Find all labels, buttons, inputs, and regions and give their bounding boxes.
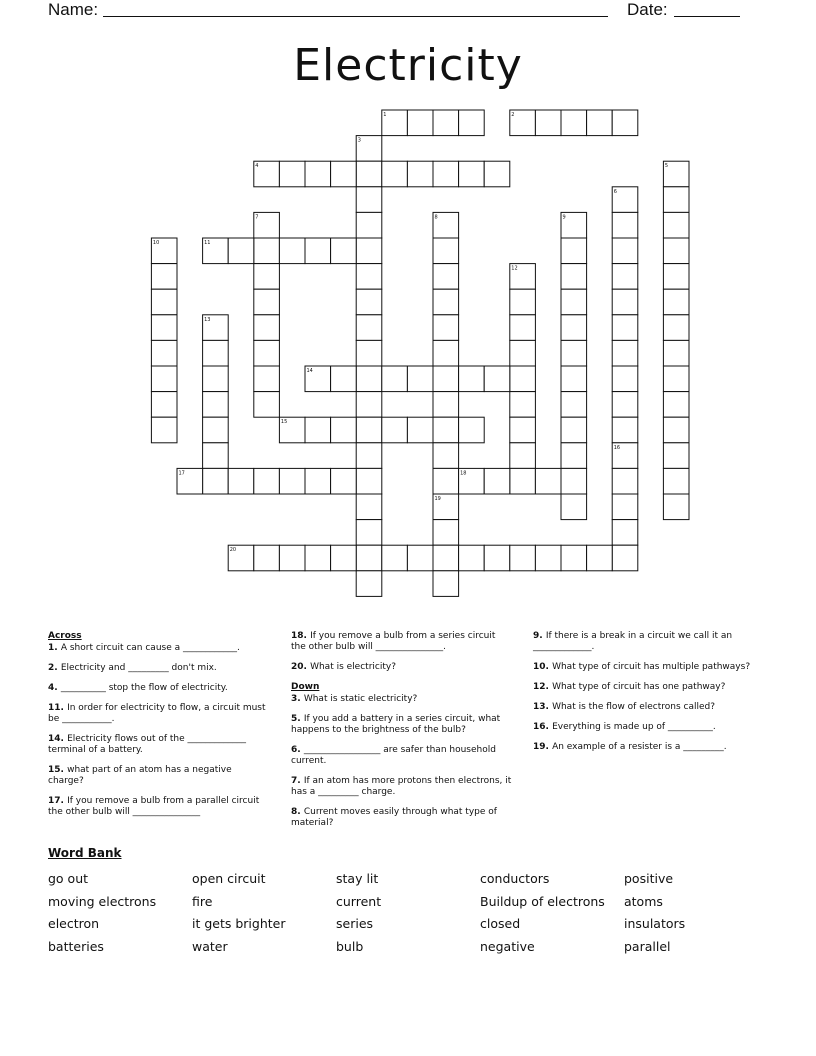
- grid-cell[interactable]: [587, 110, 613, 136]
- down-heading: Down: [291, 682, 320, 692]
- grid-cell[interactable]: [151, 315, 177, 341]
- grid-cell[interactable]: [331, 468, 357, 494]
- grid-cell[interactable]: [356, 366, 382, 392]
- clue-number: 5.: [291, 714, 304, 724]
- grid-cell[interactable]: [433, 161, 459, 187]
- grid-cell[interactable]: [305, 238, 331, 264]
- clue-text: What is electricity?: [310, 662, 396, 672]
- grid-cell[interactable]: [663, 494, 689, 520]
- word-bank-word: fire: [192, 893, 213, 909]
- grid-cell[interactable]: [561, 289, 587, 315]
- grid-cell[interactable]: [254, 289, 280, 315]
- grid-cell[interactable]: [433, 315, 459, 341]
- grid-cell[interactable]: [151, 417, 177, 443]
- grid-cell[interactable]: [203, 443, 229, 469]
- grid-cell[interactable]: [356, 571, 382, 597]
- clues-col2: [291, 631, 513, 838]
- clue-text: what part of an atom has a negative charge?: [48, 765, 232, 786]
- clue-text: What is the flow of electrons called?: [552, 702, 716, 712]
- grid-cell[interactable]: [331, 161, 357, 187]
- clue-number: 14.: [48, 734, 68, 744]
- down-clue: [533, 682, 763, 693]
- across-clue: [48, 796, 270, 818]
- grid-cell[interactable]: [254, 340, 280, 366]
- grid-cell[interactable]: [433, 468, 459, 494]
- grid-cell[interactable]: [279, 468, 305, 494]
- clue-text: Current moves easily through what type of material?: [291, 807, 497, 828]
- word-bank-word: open circuit: [192, 871, 266, 886]
- grid-cell[interactable]: [561, 264, 587, 290]
- grid-cell[interactable]: [407, 545, 433, 571]
- clue-number: 1.: [48, 643, 61, 653]
- grid-cell[interactable]: [228, 238, 254, 264]
- grid-cell[interactable]: [203, 468, 229, 494]
- grid-cell[interactable]: [356, 238, 382, 264]
- grid-clue-number: 2: [511, 112, 515, 118]
- clue-number: 18.: [291, 631, 311, 641]
- clue-number: 12.: [533, 682, 553, 692]
- grid-cell[interactable]: [331, 417, 357, 443]
- across-clue: [291, 662, 513, 673]
- grid-cell[interactable]: [561, 392, 587, 418]
- across-clue: [48, 703, 270, 725]
- grid-clue-number: 16: [613, 444, 621, 451]
- word-bank-word: current: [336, 893, 382, 909]
- across-clue: [48, 765, 270, 787]
- word-bank-word: it gets brighter: [192, 916, 286, 932]
- grid-cell[interactable]: [510, 366, 536, 392]
- grid-cell[interactable]: [459, 417, 485, 443]
- grid-cell[interactable]: [612, 315, 638, 341]
- grid-cell[interactable]: [612, 110, 638, 136]
- grid-cell[interactable]: [535, 468, 561, 494]
- grid-cell[interactable]: [459, 545, 485, 571]
- clue-text: What type of circuit has multiple pathways?: [552, 662, 751, 672]
- clue-text: A short circuit can cause a ____________.: [60, 643, 240, 653]
- clue-number: 15.: [48, 765, 68, 775]
- clue-number: 20.: [291, 662, 311, 672]
- word-bank-word: insulators: [624, 916, 686, 932]
- grid-cell[interactable]: [254, 366, 280, 392]
- grid-cell[interactable]: [203, 340, 229, 366]
- down-clue: [533, 662, 763, 673]
- grid-cell[interactable]: [663, 340, 689, 366]
- grid-cell[interactable]: [254, 468, 280, 494]
- word-bank-word: stay lit: [336, 871, 379, 886]
- clue-number: 8.: [291, 807, 304, 817]
- grid-cell[interactable]: [254, 545, 280, 571]
- grid-cell[interactable]: [535, 545, 561, 571]
- grid-cell[interactable]: [356, 443, 382, 469]
- clue-number: 7.: [291, 776, 304, 786]
- grid-cell[interactable]: [356, 315, 382, 341]
- grid-clue-number: 12: [511, 265, 518, 272]
- grid-cell[interactable]: [663, 289, 689, 315]
- grid-cell[interactable]: [382, 417, 408, 443]
- word-bank-column: [192, 868, 286, 959]
- grid-cell[interactable]: [663, 187, 689, 213]
- grid-cell[interactable]: [254, 392, 280, 418]
- grid-cell[interactable]: [510, 289, 536, 315]
- date-label: Date:: [627, 0, 668, 19]
- grid-cell[interactable]: [331, 366, 357, 392]
- grid-cell[interactable]: [561, 366, 587, 392]
- grid-cell[interactable]: [433, 110, 459, 136]
- grid-cell[interactable]: [279, 161, 305, 187]
- grid-cell[interactable]: [151, 340, 177, 366]
- grid-cell[interactable]: [433, 520, 459, 546]
- across-clue: [48, 663, 270, 674]
- grid-cell[interactable]: [356, 468, 382, 494]
- grid-clue-number: 4: [255, 163, 259, 170]
- grid-cell[interactable]: [561, 315, 587, 341]
- grid-cell[interactable]: [382, 545, 408, 571]
- grid-cell[interactable]: [228, 468, 254, 494]
- down-clue: [291, 714, 513, 736]
- grid-cell[interactable]: [433, 392, 459, 418]
- grid-cell[interactable]: [433, 264, 459, 290]
- grid-cell[interactable]: [535, 110, 561, 136]
- clue-text: _________________ are safer than household current.: [291, 745, 496, 766]
- grid-cell[interactable]: [510, 392, 536, 418]
- grid-cell[interactable]: [151, 264, 177, 290]
- across-clue: [48, 734, 270, 756]
- word-bank-word: negative: [480, 939, 535, 955]
- grid-clue-number: 13: [204, 316, 211, 323]
- grid-cell[interactable]: [612, 212, 638, 238]
- grid-cell[interactable]: [561, 417, 587, 443]
- grid-cell[interactable]: [433, 366, 459, 392]
- clue-number: 6.: [291, 745, 304, 755]
- grid-cell[interactable]: [151, 366, 177, 392]
- word-bank-word: parallel: [624, 939, 671, 955]
- grid-cell[interactable]: [356, 520, 382, 546]
- down-clues-col3: [533, 631, 763, 762]
- grid-cell[interactable]: [612, 494, 638, 520]
- grid-cell[interactable]: [612, 238, 638, 264]
- clue-number: 16.: [533, 722, 553, 732]
- grid-cell[interactable]: [331, 238, 357, 264]
- word-bank-word: electron: [48, 916, 100, 932]
- clue-text: Electricity flows out of the _____________ terminal of a battery.: [48, 734, 246, 755]
- clue-text: Everything is made up of __________.: [552, 722, 716, 732]
- grid-cell[interactable]: [663, 264, 689, 290]
- grid-cell[interactable]: [459, 161, 485, 187]
- grid-cell[interactable]: [663, 315, 689, 341]
- grid-cell[interactable]: [561, 545, 587, 571]
- grid-cell[interactable]: [356, 340, 382, 366]
- grid-cell[interactable]: [433, 340, 459, 366]
- grid-cell[interactable]: [433, 545, 459, 571]
- grid-cell[interactable]: [612, 520, 638, 546]
- grid-cell[interactable]: [356, 494, 382, 520]
- grid-cell[interactable]: [510, 417, 536, 443]
- clue-number: 2.: [48, 663, 61, 673]
- grid-cell[interactable]: [561, 238, 587, 264]
- name-label: Name:: [48, 0, 99, 19]
- grid-cell[interactable]: [203, 417, 229, 443]
- grid-cell[interactable]: [382, 366, 408, 392]
- clue-number: 17.: [48, 796, 68, 806]
- clue-text: What is static electricity?: [303, 694, 418, 704]
- grid-cell[interactable]: [356, 289, 382, 315]
- grid-cell[interactable]: [663, 443, 689, 469]
- grid-cell[interactable]: [382, 161, 408, 187]
- grid-cell[interactable]: [433, 417, 459, 443]
- word-bank-word: positive: [624, 871, 674, 886]
- clue-text: What type of circuit has one pathway?: [552, 682, 726, 692]
- clue-text: If you remove a bulb from a parallel circuit the other bulb will _______________: [48, 796, 260, 817]
- grid-cell[interactable]: [279, 545, 305, 571]
- word-bank-word: batteries: [48, 939, 104, 955]
- grid-cell[interactable]: [356, 545, 382, 571]
- clue-text: If there is a break in a circuit we call it an _____________.: [533, 631, 733, 652]
- clue-number: 10.: [533, 662, 553, 672]
- grid-cell[interactable]: [433, 238, 459, 264]
- grid-cell[interactable]: [510, 468, 536, 494]
- clue-text: An example of a resister is a _________.: [552, 742, 727, 752]
- word-bank-title: Word Bank: [48, 846, 122, 860]
- clue-number: 11.: [48, 703, 68, 713]
- grid-cell[interactable]: [484, 545, 510, 571]
- grid-cell[interactable]: [561, 340, 587, 366]
- grid-cell[interactable]: [663, 366, 689, 392]
- grid-clue-number: 11: [204, 240, 211, 246]
- down-clue: [533, 742, 763, 753]
- word-bank-column: [480, 868, 605, 959]
- clue-text: If you remove a bulb from a series circuit the other bulb will _______________.: [291, 631, 496, 652]
- grid-cell[interactable]: [561, 443, 587, 469]
- clue-number: 3.: [291, 694, 304, 704]
- clue-text: Electricity and _________ don't mix.: [60, 663, 217, 673]
- down-clue: [291, 776, 513, 798]
- word-bank-column: [624, 868, 685, 959]
- word-bank-word: bulb: [336, 939, 364, 955]
- word-bank-word: conductors: [480, 871, 550, 886]
- grid-cell[interactable]: [305, 417, 331, 443]
- clue-number: 4.: [48, 683, 61, 693]
- grid-cell[interactable]: [663, 238, 689, 264]
- grid-cell[interactable]: [459, 110, 485, 136]
- grid-cell[interactable]: [561, 494, 587, 520]
- down-clue: [291, 694, 513, 705]
- across-clue: [48, 643, 270, 654]
- grid-clue-number: 19: [434, 496, 441, 502]
- clue-number: 13.: [533, 702, 553, 712]
- grid-cell[interactable]: [612, 366, 638, 392]
- grid-cell[interactable]: [561, 110, 587, 136]
- word-bank-word: Buildup of electrons: [480, 893, 605, 909]
- across-clue: [48, 683, 270, 694]
- grid-clue-number: 5: [664, 163, 669, 170]
- grid-cell[interactable]: [612, 545, 638, 571]
- word-bank-word: series: [336, 916, 374, 932]
- grid-cell[interactable]: [151, 392, 177, 418]
- grid-cell[interactable]: [203, 366, 229, 392]
- grid-cell[interactable]: [433, 571, 459, 597]
- word-bank-column: [48, 868, 156, 959]
- grid-cell[interactable]: [433, 443, 459, 469]
- grid-clue-number: 17: [178, 470, 185, 477]
- grid-cell[interactable]: [663, 212, 689, 238]
- clue-number: 9.: [533, 631, 546, 641]
- clue-text: In order for electricity to flow, a circuit must be ___________.: [48, 703, 266, 724]
- grid-cell[interactable]: [433, 289, 459, 315]
- grid-cell[interactable]: [510, 340, 536, 366]
- grid-clue-number: 8: [434, 214, 438, 221]
- grid-cell[interactable]: [484, 468, 510, 494]
- grid-cell[interactable]: [356, 392, 382, 418]
- grid-clue-number: 10: [152, 240, 160, 246]
- grid-cell[interactable]: [305, 161, 331, 187]
- word-bank-column: [336, 868, 381, 959]
- grid-cell[interactable]: [510, 545, 536, 571]
- grid-clue-number: 7: [255, 214, 259, 221]
- grid-cell[interactable]: [459, 366, 485, 392]
- grid-cell[interactable]: [612, 340, 638, 366]
- grid-cell[interactable]: [407, 161, 433, 187]
- grid-cell[interactable]: [151, 289, 177, 315]
- word-bank-word: closed: [480, 916, 521, 932]
- grid-cell[interactable]: [356, 417, 382, 443]
- grid-cell[interactable]: [663, 468, 689, 494]
- grid-cell[interactable]: [356, 187, 382, 213]
- grid-cell[interactable]: [663, 392, 689, 418]
- grid-cell[interactable]: [587, 545, 613, 571]
- grid-cell[interactable]: [356, 264, 382, 290]
- grid-cell[interactable]: [407, 110, 433, 136]
- clue-text: __________ stop the flow of electricity.: [60, 683, 228, 693]
- clue-number: 19.: [533, 742, 553, 752]
- word-bank-word: moving electrons: [48, 893, 157, 909]
- grid-cell[interactable]: [254, 238, 280, 264]
- grid-clue-number: 14: [306, 368, 313, 374]
- grid-cell[interactable]: [203, 392, 229, 418]
- grid-cell[interactable]: [612, 289, 638, 315]
- grid-cell[interactable]: [407, 366, 433, 392]
- grid-cell[interactable]: [561, 468, 587, 494]
- grid-cell[interactable]: [254, 315, 280, 341]
- word-bank-word: go out: [48, 871, 89, 886]
- page-title: Electricity: [293, 40, 523, 91]
- across-clue: [291, 631, 513, 653]
- grid-cell[interactable]: [510, 315, 536, 341]
- across-heading: Across: [48, 631, 82, 641]
- grid-cell[interactable]: [356, 212, 382, 238]
- grid-cell[interactable]: [510, 443, 536, 469]
- grid-cell[interactable]: [612, 264, 638, 290]
- clue-text: If you add a battery in a series circuit, what happens to the brightness of the bulb?: [291, 714, 501, 735]
- grid-cell[interactable]: [407, 417, 433, 443]
- grid-cell[interactable]: [612, 468, 638, 494]
- grid-clue-number: 3: [357, 137, 361, 144]
- grid-cell[interactable]: [612, 417, 638, 443]
- grid-cell[interactable]: [254, 264, 280, 290]
- grid-cell[interactable]: [612, 392, 638, 418]
- grid-cell[interactable]: [484, 366, 510, 392]
- down-clue: [533, 702, 763, 713]
- grid-clue-number: 15: [280, 419, 288, 426]
- down-clue: [291, 745, 513, 767]
- grid-clue-number: 9: [562, 214, 566, 221]
- word-bank-word: water: [192, 939, 228, 955]
- grid-cell[interactable]: [305, 545, 331, 571]
- grid-cell[interactable]: [279, 238, 305, 264]
- down-clue: [291, 807, 513, 829]
- grid-cell[interactable]: [331, 545, 357, 571]
- down-clue: [533, 631, 763, 653]
- across-clues-col1: [48, 631, 270, 827]
- grid-cell[interactable]: [356, 161, 382, 187]
- grid-clue-number: 6: [613, 188, 617, 195]
- grid-cell[interactable]: [663, 417, 689, 443]
- grid-clue-number: 20: [229, 547, 237, 554]
- grid-cell[interactable]: [305, 468, 331, 494]
- grid-clue-number: 1: [383, 112, 387, 118]
- grid-clue-number: 18: [460, 470, 467, 477]
- clue-text: If an atom has more protons then electrons, it has a _________ charge.: [291, 776, 512, 797]
- grid-cell[interactable]: [484, 161, 510, 187]
- word-bank-word: atoms: [624, 893, 663, 909]
- down-clue: [533, 722, 763, 733]
